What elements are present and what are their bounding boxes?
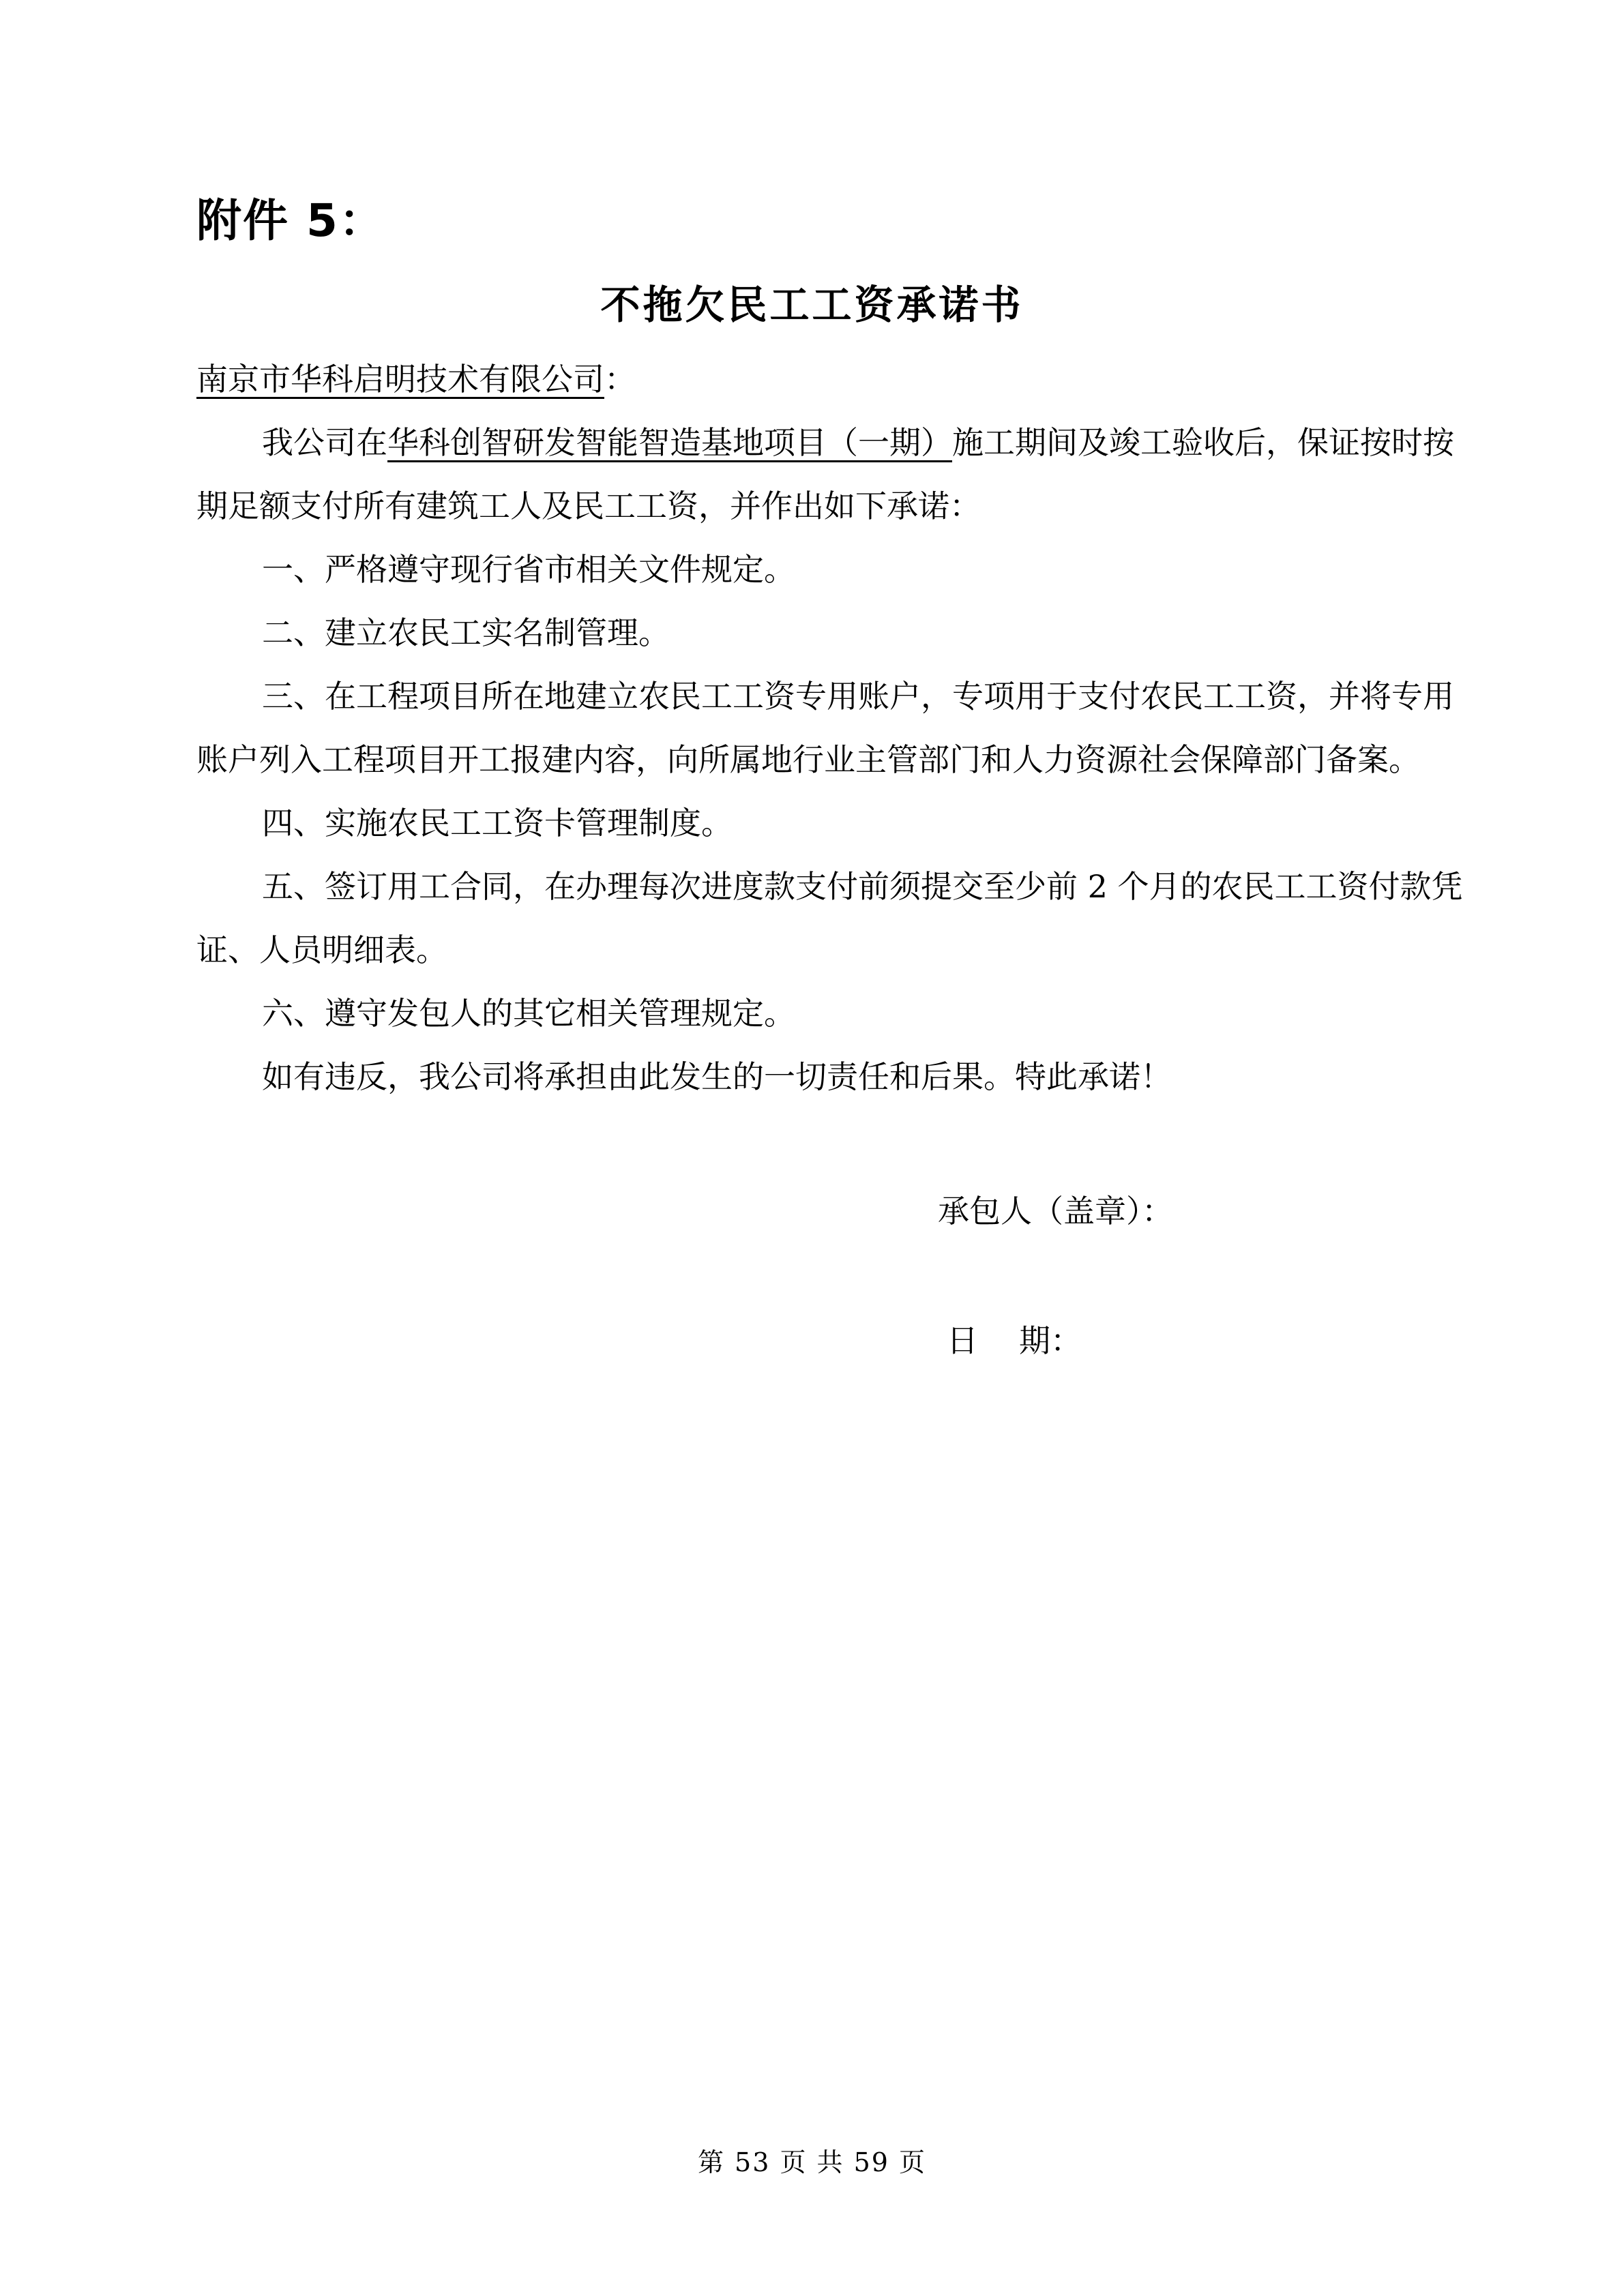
intro-line-2: 期足额支付所有建筑工人及民工工资，并作出如下承诺： xyxy=(196,488,981,524)
item-1: 一、严格遵守现行省市相关文件规定。 xyxy=(262,551,795,588)
date-label xyxy=(947,1316,1082,1361)
contractor-seal-label: 承包人（盖章）： xyxy=(938,1193,1173,1229)
document-title: 不拖欠民工工资承诺书 xyxy=(600,282,1024,328)
date-label-char: 日 xyxy=(947,1322,978,1359)
addressee-name: 南京市华科启明技术有限公司 xyxy=(196,361,604,398)
closing-statement: 如有违反，我公司将承担由此发生的一切责任和后果。特此承诺！ xyxy=(262,1058,1172,1095)
item-3-line-1: 三、在工程项目所在地建立农民工工资专用账户，专项用于支付农民工工资，并将专用 xyxy=(262,678,1454,715)
item-4: 四、实施农民工工资卡管理制度。 xyxy=(262,805,733,841)
item-2: 二、建立农民工实名制管理。 xyxy=(262,614,670,651)
addressee-line xyxy=(196,348,1492,411)
intro-line-1 xyxy=(196,411,1492,475)
attachment-label: 附件 5： xyxy=(196,194,385,247)
item-5-line-1: 五、签订用工合同，在办理每次进度款支付前须提交至少前 2 个月的农民工工资付款凭 xyxy=(262,868,1463,905)
addressee-suffix: ： xyxy=(604,361,636,398)
item-5-line-2: 证、人员明细表。 xyxy=(196,931,447,968)
project-name: 华科创智研发智能智造基地项目（一期） xyxy=(387,424,952,461)
date-label-rest: 期： xyxy=(1019,1322,1082,1359)
item-3-line-2: 账户列入工程项目开工报建内容，向所属地行业主管部门和人力资源社会保障部门备案。 xyxy=(196,741,1420,778)
document-body xyxy=(196,348,1492,1109)
intro-prefix: 我公司在 xyxy=(262,424,387,461)
intro-rest: 施工期间及竣工验收后，保证按时按 xyxy=(952,424,1454,461)
page-footer: 第 53 页 共 59 页 xyxy=(697,2147,927,2177)
item-6: 六、遵守发包人的其它相关管理规定。 xyxy=(262,995,795,1032)
